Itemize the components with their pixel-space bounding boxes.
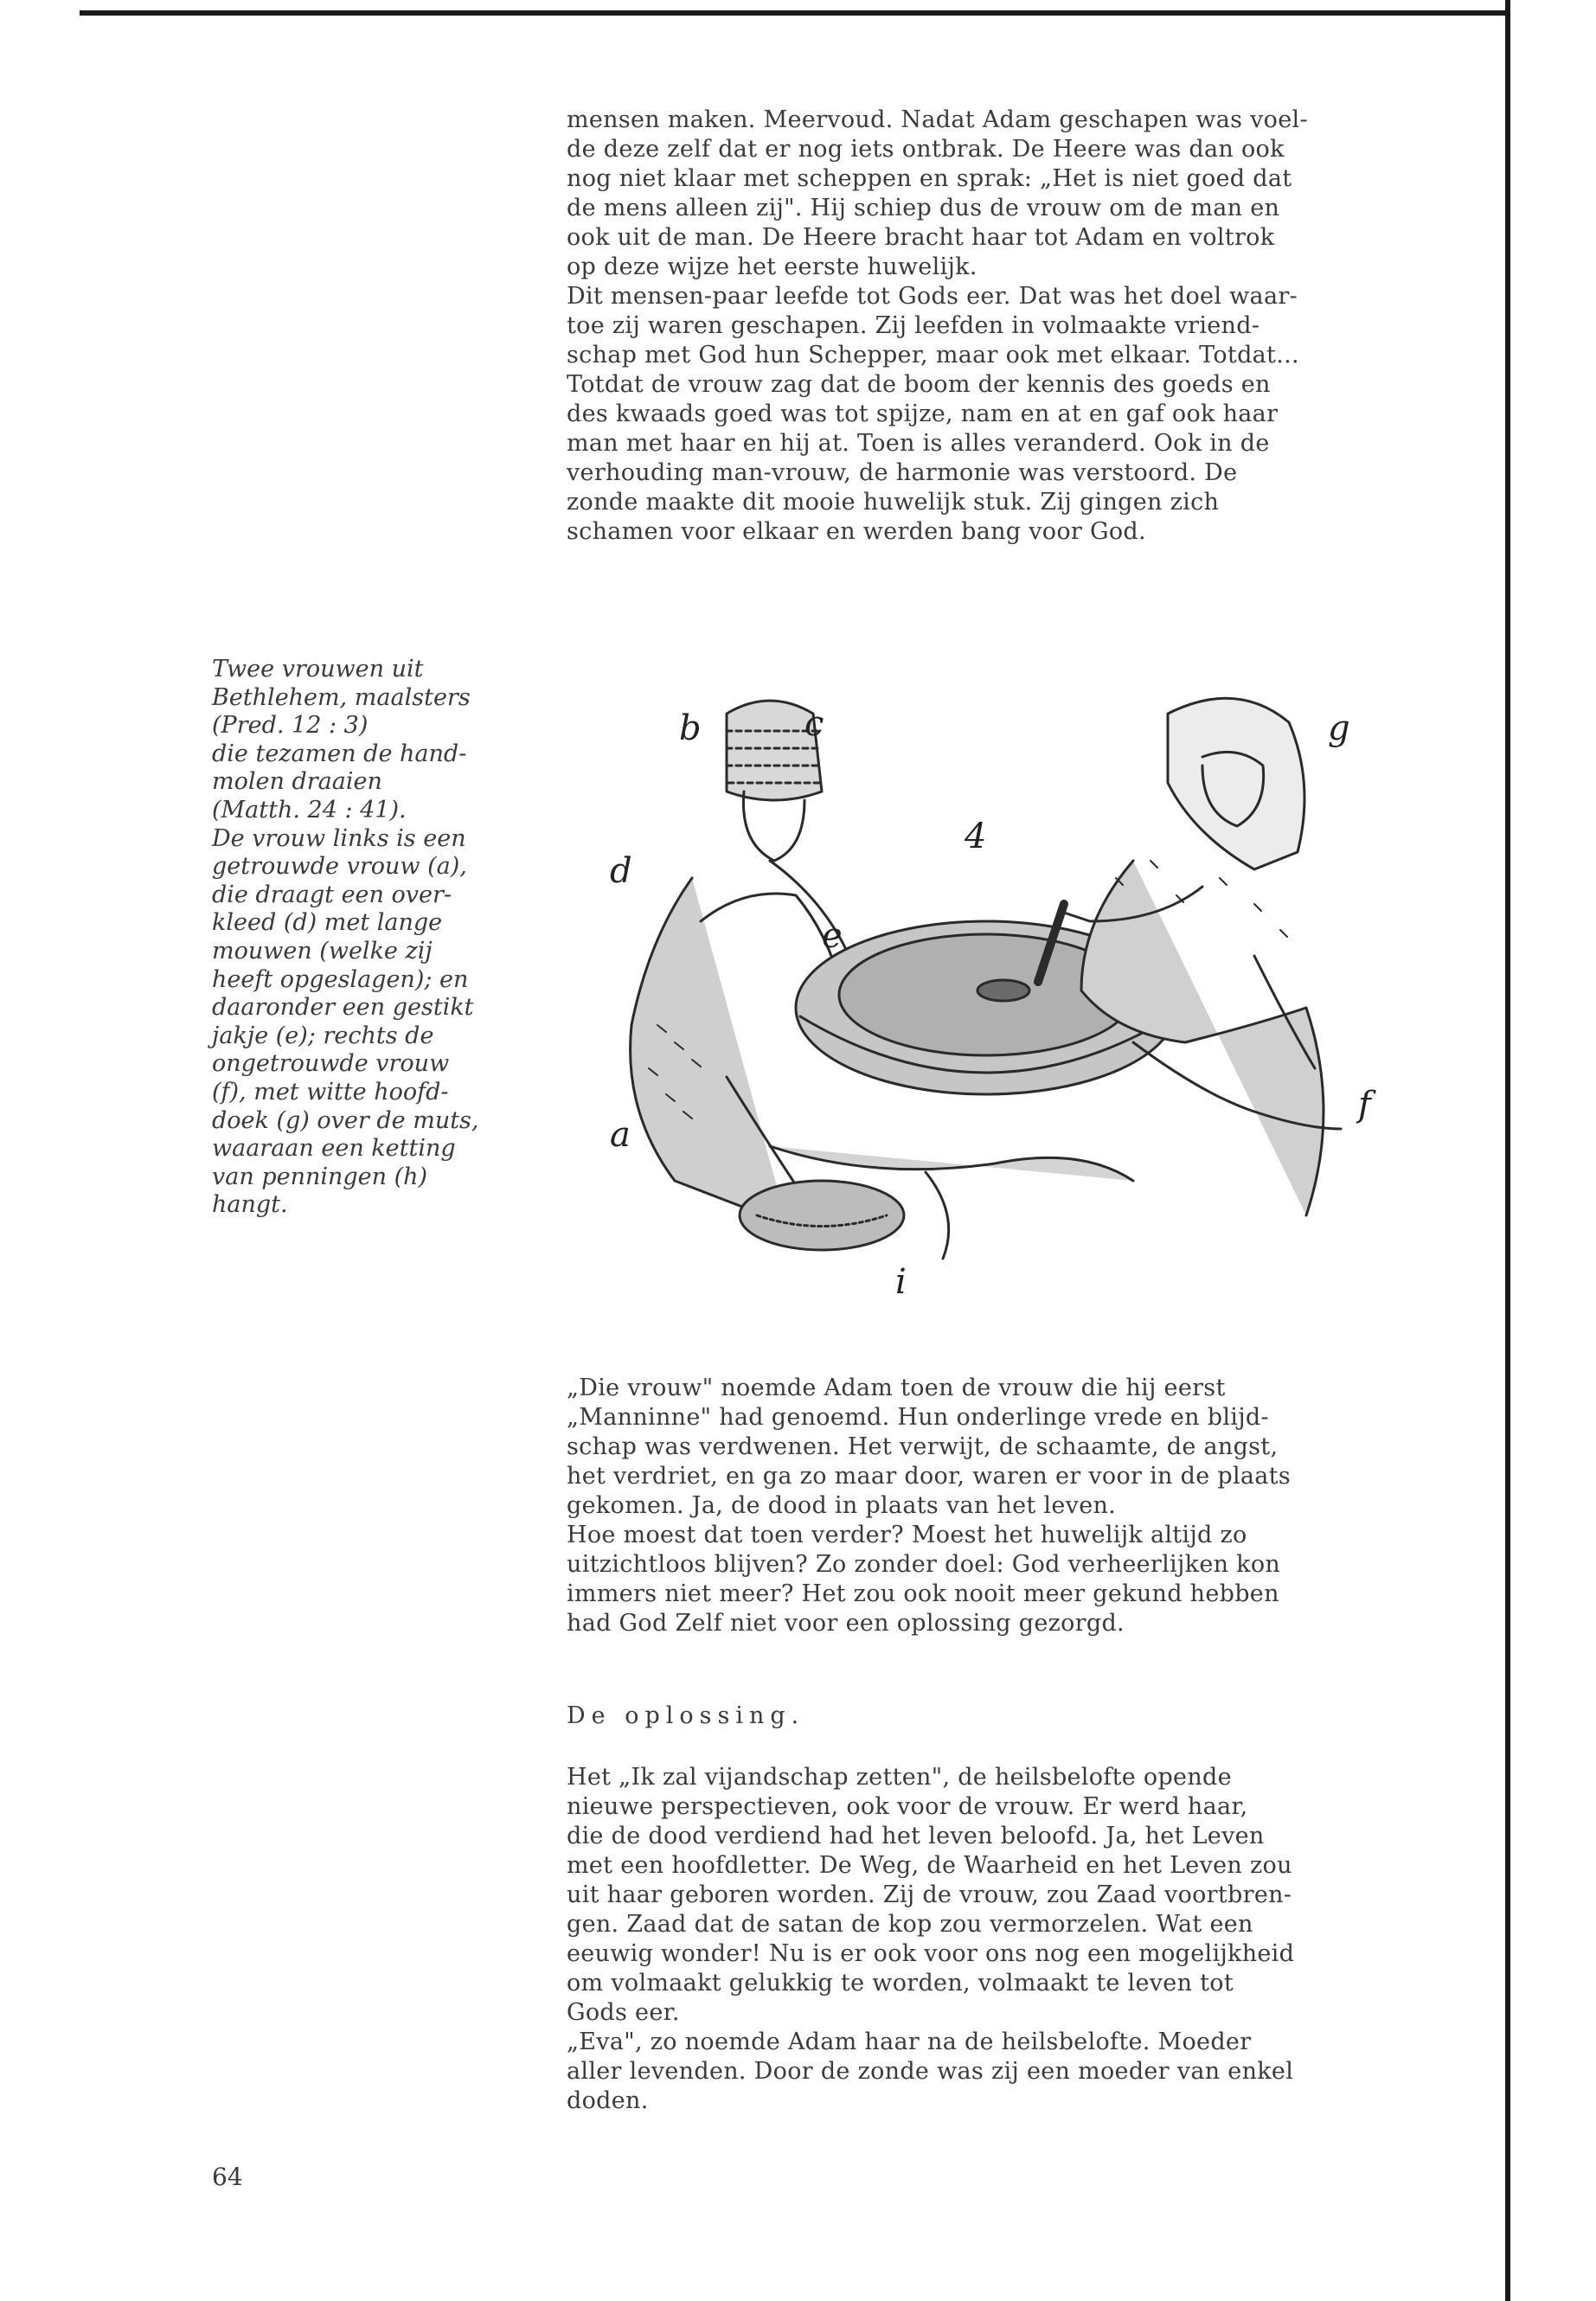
caption-line: molen draaien <box>212 768 382 796</box>
caption-line: mouwen (welke zij <box>212 937 433 965</box>
paragraph <box>567 2028 1432 2116</box>
text-line: Dit mensen-paar leefde tot Gods eer. Dat was het doel waar- <box>567 283 1298 310</box>
label-a: a <box>610 1115 631 1155</box>
caption-line: waaraan een ketting <box>212 1135 456 1163</box>
paragraph <box>567 1374 1432 1521</box>
caption-line: heeft opgeslagen); en <box>212 965 469 993</box>
text-line: „Eva", zo noemde Adam haar na de heilsbelofte. Moeder <box>567 2029 1252 2055</box>
figure-caption <box>212 656 558 1220</box>
label-c: c <box>804 704 824 744</box>
label-e: e <box>822 916 843 956</box>
text-line: Gods eer. <box>567 1999 680 2026</box>
caption-line: kleed (d) met lange <box>212 909 443 937</box>
text-line: gekomen. Ja, de dood in plaats van het leven. <box>567 1492 1117 1519</box>
text-line: die de dood verdiend had het leven beloofd. Ja, het Leven <box>567 1823 1265 1849</box>
caption-line: (f), met witte hoofd- <box>212 1078 449 1106</box>
illustration-two-women-handmill <box>597 662 1427 1319</box>
head-scarf <box>1168 698 1304 869</box>
text-line: eeuwig wonder! Nu is er ook voor ons nog een mogelijkheid <box>567 1940 1295 1967</box>
text-line: nog niet klaar met scheppen en sprak: „Het is niet goed dat <box>567 165 1292 192</box>
paragraph <box>567 106 1432 282</box>
text-line: het verdriet, en ga zo maar door, waren er voor in de plaats <box>567 1463 1291 1490</box>
caption-line: getrouwde vrouw (a), <box>212 853 467 881</box>
text-line: toe zij waren geschapen. Zij leefden in volmaakte vriend- <box>567 312 1260 339</box>
grain-basket <box>740 1181 904 1250</box>
text-line: uit haar geboren worden. Zij de vrouw, zou Zaad voortbren- <box>567 1881 1292 1908</box>
text-line: doden. <box>567 2087 649 2114</box>
text-block-top <box>567 106 1432 547</box>
caption-line: daaronder een gestikt <box>212 994 474 1022</box>
paragraph <box>567 1763 1432 2028</box>
label-i: i <box>895 1262 907 1302</box>
text-line: Hoe moest dat toen verder? Moest het huwelijk altijd zo <box>567 1522 1247 1548</box>
top-border-rule <box>80 10 1505 16</box>
text-line: met een hoofdletter. De Weg, de Waarheid en het Leven zou <box>567 1852 1292 1879</box>
page-number: 64 <box>212 2163 243 2191</box>
caption-line: Twee vrouwen uit <box>212 656 424 683</box>
label-4: 4 <box>965 817 987 856</box>
caption-line: (Pred. 12 : 3) <box>212 712 369 740</box>
text-line: mensen maken. Meervoud. Nadat Adam geschapen was voel- <box>567 106 1308 133</box>
caption-line: De vrouw links is een <box>212 824 466 852</box>
text-block-bottom <box>567 1763 1432 2116</box>
label-b: b <box>679 708 702 748</box>
caption-line: hangt. <box>212 1191 288 1219</box>
label-d: d <box>610 851 632 891</box>
text-line: man met haar en hij at. Toen is alles veranderd. Ook in de <box>567 430 1270 457</box>
text-line: schamen voor elkaar en werden bang voor God. <box>567 518 1146 545</box>
text-line: had God Zelf niet voor een oplossing gezorgd. <box>567 1610 1125 1637</box>
text-line: ook uit de man. De Heere bracht haar tot Adam en voltrok <box>567 224 1275 251</box>
text-line: „Die vrouw" noemde Adam toen de vrouw die hij eerst <box>567 1375 1226 1401</box>
caption-line: Bethlehem, maalsters <box>212 683 471 711</box>
text-line: op deze wijze het eerste huwelijk. <box>567 253 977 280</box>
caption-line: die tezamen de hand- <box>212 740 467 767</box>
right-edge-border <box>1505 0 1510 2301</box>
text-line: immers niet meer? Het zou ook nooit meer gekund hebben <box>567 1580 1279 1607</box>
section-heading: De oplossing. <box>567 1702 805 1729</box>
text-line: Het „Ik zal vijandschap zetten", de heilsbelofte opende <box>567 1764 1232 1791</box>
caption-line: (Matth. 24 : 41). <box>212 796 407 824</box>
caption-line: jakje (e); rechts de <box>212 1022 434 1049</box>
caption-line: van penningen (h) <box>212 1163 428 1190</box>
paragraph <box>567 1521 1432 1638</box>
text-line: de mens alleen zij". Hij schiep dus de vrouw om de man en <box>567 195 1280 221</box>
text-line: schap was verdwenen. Het verwijt, de schaamte, de angst, <box>567 1433 1279 1460</box>
illustration-drawing <box>597 662 1427 1319</box>
text-line: de deze zelf dat er nog iets ontbrak. De Heere was dan ook <box>567 136 1285 163</box>
paragraph <box>567 282 1432 547</box>
label-f: f <box>1358 1085 1371 1125</box>
text-line: aller levenden. Door de zonde was zij een moeder van enkel <box>567 2058 1294 2085</box>
label-g: g <box>1328 708 1350 748</box>
caption-line: ongetrouwde vrouw <box>212 1050 450 1078</box>
text-line: schap met God hun Schepper, maar ook met elkaar. Totdat... <box>567 342 1299 369</box>
text-line: „Manninne" had genoemd. Hun onderlinge vrede en blijd- <box>567 1404 1269 1431</box>
text-line: des kwaads goed was tot spijze, nam en at en gaf ook haar <box>567 401 1279 427</box>
caption-line: doek (g) over de muts, <box>212 1106 479 1134</box>
text-line: zonde maakte dit mooie huwelijk stuk. Zij gingen zich <box>567 489 1220 516</box>
text-line: om volmaakt gelukkig te worden, volmaakt te leven tot <box>567 1970 1234 1997</box>
text-line: Totdat de vrouw zag dat de boom der kennis des goeds en <box>567 371 1271 398</box>
text-line: gen. Zaad dat de satan de kop zou vermorzelen. Wat een <box>567 1911 1253 1938</box>
text-line: verhouding man-vrouw, de harmonie was verstoord. De <box>567 459 1238 486</box>
text-line: nieuwe perspectieven, ook voor de vrouw. Er werd haar, <box>567 1793 1248 1820</box>
text-block-middle <box>567 1374 1432 1638</box>
caption-line: die draagt een over- <box>212 881 452 908</box>
text-line: uitzichtloos blijven? Zo zonder doel: God verheerlijken kon <box>567 1551 1281 1578</box>
